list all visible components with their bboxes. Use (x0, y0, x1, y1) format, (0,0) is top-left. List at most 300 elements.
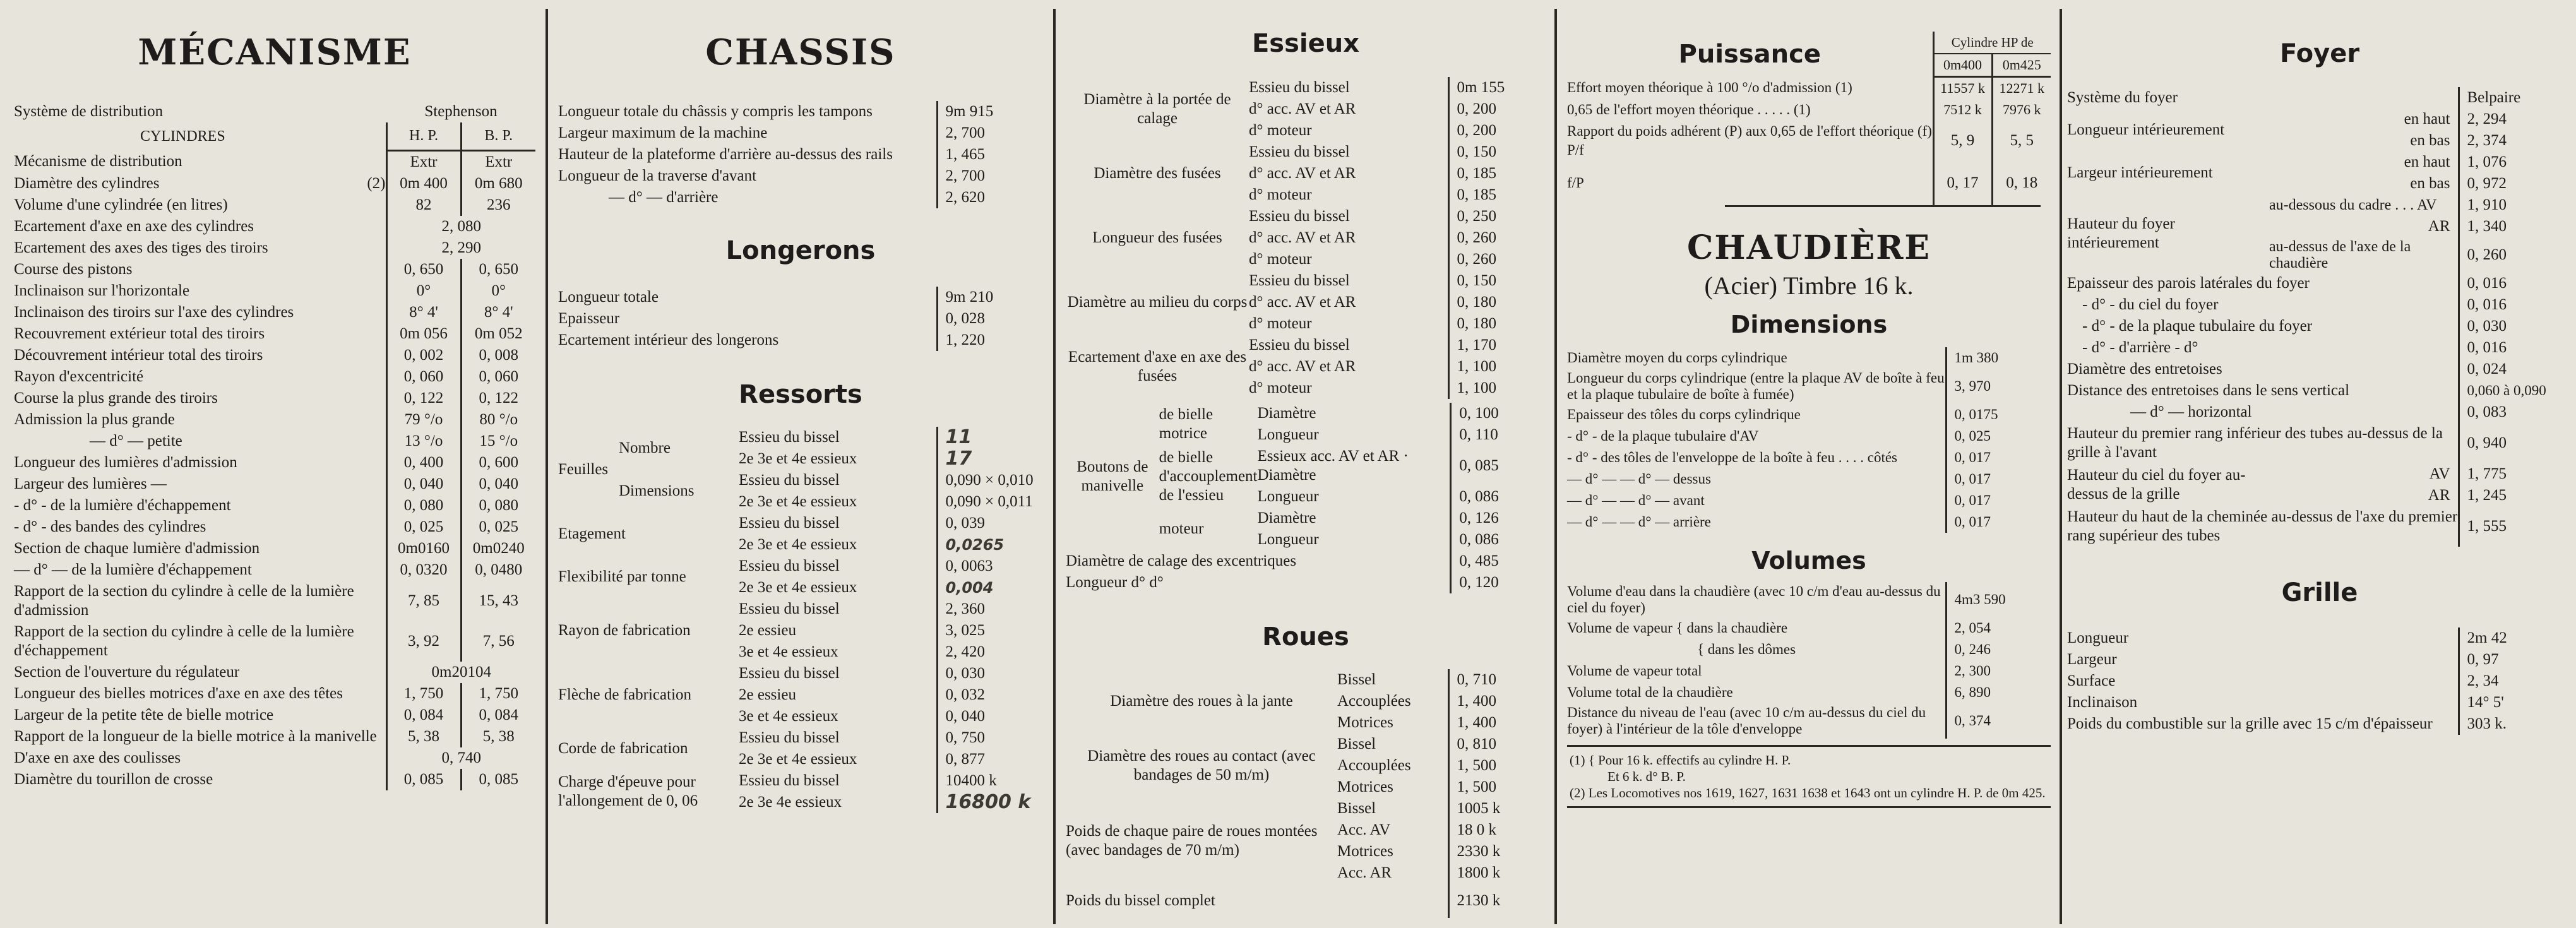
table-row-label: Diamètre à la portée de calage (1083, 91, 1231, 127)
sub-label: Accouplées (1337, 693, 1411, 710)
dimensions-title: Dimensions (1730, 311, 1888, 338)
value-cell: 7512 k (1933, 99, 1992, 121)
value-cell: 0, 97 (2459, 649, 2572, 670)
table-row-label: Rapport de la section du cylindre à celle de la lumière d'échappement (14, 622, 354, 659)
value-cell: 0, 030 (2459, 316, 2572, 337)
hp-value: 7, 85 (386, 581, 461, 621)
roues-table (1066, 669, 1546, 918)
bp-value: 0° (461, 280, 535, 302)
table-row-label: Longueur totale (558, 289, 659, 306)
bp-value: 236 (461, 194, 535, 216)
table-row-label: Poids du combustible sur la grille avec 15 c/m d'épaisseur (2067, 715, 2433, 732)
value-cell: 2, 620 (937, 187, 1043, 208)
value-cell: 0, 086 (1451, 486, 1546, 508)
ressorts-title: Ressorts (739, 380, 862, 409)
table-row-label: Longueur de la traverse d'avant (558, 167, 757, 184)
value-cell: 0, 016 (2459, 273, 2572, 294)
hp-value: 82 (386, 194, 461, 216)
sub-label: 2e 3e et 4e essieux (739, 751, 857, 768)
value-cell: 2, 374 (2459, 130, 2572, 152)
sub-label: Longueur (1257, 488, 1319, 505)
table-row-label: Diamètre des cylindres (14, 174, 160, 192)
value-cell: 12271 k (1992, 77, 2051, 100)
value-cell: 0, 039 (937, 513, 1043, 534)
value-cell: 9m 210 (937, 287, 1043, 308)
value-cell: 0, 030 (937, 663, 1043, 684)
value-cell: 0, 024 (2459, 359, 2572, 380)
table-row-label: f/P (1567, 175, 1584, 191)
value-cell: 2, 700 (937, 165, 1043, 187)
value-cell: 0, 100 (1451, 403, 1546, 424)
table-row-label: - d° - de la plaque tubulaire du foyer (2082, 318, 2313, 335)
sub-label: au-dessous du cadre . . . AV (2269, 197, 2437, 213)
sub-label: 3e et 4e essieux (739, 708, 838, 725)
bielle-accouplement-label: de bielle d'accouplement de l'essieu (1159, 449, 1258, 504)
hp-value: 0, 080 (386, 495, 461, 516)
table-row-label: Longueur intérieurement (2067, 121, 2225, 138)
sub-label: d° moteur (1249, 251, 1312, 268)
hp-value: 0, 084 (386, 705, 461, 726)
table-row-label: 0,65 de l'effort moyen théorique . . . . . (1) (1567, 102, 1811, 117)
chaudiere-column (1567, 6, 2051, 928)
table-row-label: Volume d'eau dans la chaudière (avec 10 c/m d'eau au-dessus du ciel du foyer) (1567, 583, 1941, 616)
bp-value: 1, 750 (461, 683, 535, 705)
value-cell: 1, 775 (2459, 463, 2572, 485)
table-row-label: Poids du bissel complet (1066, 892, 1215, 909)
value-cell: 0,090 × 0,011 (937, 491, 1043, 513)
table-row-label: Diamètre de calage des excentriques (1066, 552, 1297, 569)
value-cell: 0,004 (937, 577, 1043, 598)
table-row-label: Nombre (619, 439, 671, 456)
table-row-label: Hauteur du foyer intérieurement (2067, 215, 2175, 251)
sub-label: Accouplées (1337, 757, 1411, 774)
hp-value: 0, 122 (386, 388, 461, 409)
value-cell: 1, 340 (2459, 216, 2572, 237)
table-row-label: - d° - du ciel du foyer (2082, 296, 2219, 313)
sub-label: Essieu du bissel (1249, 208, 1350, 225)
hp-value: Extr (386, 150, 461, 173)
value-cell: 0, 017 (1946, 511, 2051, 533)
mecanisme-title: MÉCANISME (138, 32, 412, 73)
table-row-label: Rapport de la longueur de la bielle motrice à la manivelle (14, 727, 377, 745)
sub-label: AR (2428, 487, 2450, 504)
hp-value: 0, 002 (386, 345, 461, 366)
value-cell: 0, 200 (1448, 120, 1546, 141)
value-cell: 0, 180 (1448, 313, 1546, 335)
value-cell: 1, 100 (1448, 356, 1546, 378)
sub-label: d° moteur (1249, 379, 1312, 396)
boutons-label: Boutons de manivelle (1076, 458, 1148, 494)
value-cell: 5, 5 (1992, 121, 2051, 161)
sub-label: en bas (2410, 132, 2450, 149)
table-row-label: Ecartement des axes des tiges des tiroirs (14, 239, 268, 256)
bp-value: 7, 56 (461, 621, 535, 662)
table-row-label: Hauteur du haut de la cheminée au-dessus de l'axe du premier rang supérieur des tubes (2067, 508, 2458, 544)
sub-label: AV (2429, 465, 2450, 482)
table-row-label: Hauteur du ciel du foyer au-dessus de la grille (2067, 467, 2246, 503)
bp-value: 0, 025 (461, 516, 535, 538)
hp-value: 0m 400 (386, 173, 461, 194)
span-value: 2, 080 (386, 216, 535, 237)
foyer-table (2067, 87, 2572, 547)
essieux-column (1066, 6, 1546, 928)
table-row-label: Diamètre des roues au contact (avec bandages de 50 m/m) (1087, 747, 1316, 783)
span-value: 0, 740 (386, 747, 535, 769)
sub-label: Bissel (1337, 671, 1376, 688)
sub-label: 2e 3e et 4e essieux (739, 450, 857, 467)
sub-label: Essieux acc. AV et AR (1257, 448, 1400, 465)
bp-value: Extr (461, 150, 535, 173)
value-cell: 10400 k (937, 770, 1043, 792)
bp-value: 80 °/o (461, 409, 535, 431)
cylindre-hp-header: Cylindre HP de (1933, 32, 2051, 54)
column-divider (1554, 9, 1557, 924)
sub-label: Essieu du bissel (1249, 336, 1350, 354)
sub-label: Essieu du bissel (1249, 272, 1350, 289)
table-row-label: Section de l'ouverture du régulateur (14, 663, 240, 681)
table-row-label: Inclinaison (2067, 694, 2138, 711)
table-row-label: Distance du niveau de l'eau (avec 10 c/m au-dessus du ciel du foyer) à l'intérieur de la tôle d'enveloppe (1567, 705, 1926, 737)
sub-label: Essieu du bissel (739, 600, 840, 617)
value-cell: 0, 120 (1451, 572, 1546, 593)
dimensions-table (1567, 347, 2051, 533)
bp-value: 0, 122 (461, 388, 535, 409)
value-cell: 2, 054 (1946, 617, 2051, 639)
cyl-425-header: 0m425 (1992, 54, 2051, 77)
hp-value: 13 °/o (386, 431, 461, 452)
value-cell: 11557 k (1933, 77, 1992, 100)
value-cell: 2, 294 (2459, 109, 2572, 130)
table-row-label: Section de chaque lumière d'admission (14, 539, 260, 557)
table-row-label: Largeur des lumières — (14, 475, 167, 492)
value-cell: 0m 155 (1448, 77, 1546, 98)
value-cell: 18 0 k (1448, 819, 1546, 841)
value-cell: 2, 700 (937, 122, 1043, 144)
sub-label: en haut (2404, 110, 2450, 128)
column-divider (546, 9, 548, 924)
table-row-label: Longueur totale du châssis y compris les tampons (558, 103, 873, 120)
value-cell: 1, 076 (2459, 152, 2572, 173)
bp-value: 0m 052 (461, 323, 535, 345)
sub-label: Longueur (1257, 426, 1319, 443)
table-row-label: Largeur de la petite tête de bielle motrice (14, 706, 274, 723)
table-row-label: Epaisseur des parois latérales du foyer (2067, 275, 2310, 292)
sub-label: Diamètre (1257, 405, 1316, 422)
sub-label: d° acc. AV et AR (1249, 294, 1356, 311)
systeme-value: Stephenson (424, 103, 498, 120)
value-cell: 2330 k (1448, 841, 1546, 862)
table-row-label: Inclinaison sur l'horizontale (14, 282, 190, 299)
sub-label: d° moteur (1249, 186, 1312, 203)
value-cell: 0, 940 (2459, 423, 2572, 463)
value-cell: 0, 040 (937, 706, 1043, 727)
sub-label: d° moteur (1249, 315, 1312, 332)
table-row-label: Hauteur du premier rang inférieur des tubes au-dessus de la grille à l'avant (2067, 425, 2443, 461)
value-cell: 0, 17 (1933, 161, 1992, 205)
moteur-label: moteur (1159, 520, 1204, 537)
bp-value: 15, 43 (461, 581, 535, 621)
hp-value: 0° (386, 280, 461, 302)
hp-value: 3, 92 (386, 621, 461, 662)
bielle-motrice-label: de bielle motrice (1159, 406, 1213, 442)
hp-value: 0, 040 (386, 473, 461, 495)
longerons-title: Longerons (725, 236, 876, 265)
value-cell: 0, 017 (1946, 468, 2051, 490)
sub-label: en bas (2410, 175, 2450, 192)
value-cell: 303 k. (2459, 713, 2572, 735)
value-cell: 1, 400 (1448, 691, 1546, 712)
table-row-label: Rapport du poids adhérent (P) aux 0,65 de l'effort théorique (f) P/f (1567, 123, 1932, 158)
value-cell: 0, 016 (2459, 294, 2572, 316)
value-cell: 6, 890 (1946, 682, 2051, 703)
table-row-label: Largeur maximum de la machine (558, 124, 768, 141)
sub-label: Diamètre (1257, 467, 1316, 484)
ressorts-table (558, 427, 1043, 813)
table-row-label: Recouvrement extérieur total des tiroirs (14, 324, 265, 342)
bp-value: 0, 0480 (461, 559, 535, 581)
systeme-label: Système de distribution (14, 103, 164, 120)
bp-value: 0, 650 (461, 259, 535, 280)
value-cell: 2, 34 (2459, 670, 2572, 692)
column-divider (2060, 9, 2062, 924)
hp-value: 8° 4' (386, 302, 461, 323)
chassis-table (558, 101, 1043, 208)
boutons-table: Boutons de manivelle de bielle motrice Diamètre 0, 100 Longueur 0, 110 de bielle d'accouplement de l'essieu Essieux acc. AV et AR · Diamètre 0, 085 Longueur 0, 086 moteur Diamètre 0, 126 Longueur 0, 086 Diamètre de calage des excentriques 0, 485 Longueur d° d° 0, 120 (1066, 403, 1546, 593)
sub-label: 2e 3e et 4e essieux (739, 536, 857, 553)
value-cell: 0, 150 (1448, 141, 1546, 163)
value-cell: 4m3 590 (1946, 582, 2051, 617)
table-row-label: - d° - de la plaque tubulaire d'AV (1567, 428, 1759, 444)
table-row-label: Etagement (558, 525, 626, 542)
table-row-label: Largeur (2067, 651, 2117, 668)
table-row-label: Diamètre au milieu du corps (1067, 294, 1248, 311)
hp-value: 0, 650 (386, 259, 461, 280)
footnote-ref: (2) (367, 174, 386, 192)
hp-value: 79 °/o (386, 409, 461, 431)
table-row-label: Inclinaison des tiroirs sur l'axe des cylindres (14, 303, 294, 321)
sub-label: Bissel (1337, 800, 1376, 817)
sub-label: d° moteur (1249, 122, 1312, 139)
hp-value: 0, 025 (386, 516, 461, 538)
cyl-400-header: 0m400 (1933, 54, 1992, 77)
sub-label: au-dessus de l'axe de la chaudière (2269, 239, 2411, 271)
value-cell: 0, 260 (1448, 227, 1546, 249)
essieux-table (1066, 77, 1546, 399)
table-row-label: Surface (2067, 672, 2116, 689)
table-row-label: - d° - des tôles de l'enveloppe de la boîte à feu . . . . côtés (1567, 449, 1898, 465)
sub-label: Essieu du bissel (739, 429, 840, 446)
sub-label: Essieu du bissel (739, 729, 840, 746)
table-row-label: Epaisseur des tôles du corps cylindrique (1567, 407, 1801, 422)
value-cell: 0, 260 (2459, 237, 2572, 273)
value-cell: 3, 970 (1946, 369, 2051, 404)
table-row-label: Distance des entretoises dans le sens vertical (2067, 382, 2350, 399)
value-cell: 0, 877 (937, 749, 1043, 770)
mecanisme-column (14, 6, 535, 928)
bp-value: 0, 080 (461, 495, 535, 516)
table-row-label: Diamètre des roues à la jante (1110, 693, 1293, 710)
value-cell: 0, 246 (1946, 639, 2051, 660)
span-value: 2, 290 (386, 237, 535, 259)
roues-title: Roues (1262, 622, 1349, 651)
feuilles-label: Feuilles (558, 461, 609, 478)
table-row-label: — d° — — d° — dessus (1567, 471, 1711, 487)
value-cell: 11 (937, 427, 1043, 448)
value-cell: 0, 485 (1451, 550, 1546, 572)
value-cell: 0, 028 (937, 308, 1043, 330)
sub-label: Bissel (1337, 735, 1376, 753)
table-row-label: Hauteur de la plateforme d'arrière au-dessus des rails (558, 146, 893, 163)
value-cell: 0, 032 (937, 684, 1043, 706)
value-cell: 1800 k (1448, 862, 1546, 884)
sub-label: d° acc. AV et AR (1249, 229, 1356, 246)
sub-label: d° acc. AV et AR (1249, 100, 1356, 117)
value-cell: 0, 374 (1946, 703, 2051, 739)
value-cell: 1m 380 (1946, 347, 2051, 369)
value-cell: 0, 126 (1451, 508, 1546, 529)
value-cell: 0, 185 (1448, 184, 1546, 206)
value-cell: 0, 810 (1448, 734, 1546, 755)
hp-value: 1, 750 (386, 683, 461, 705)
table-row-label: Ecartement d'axe en axe des fusées (1068, 348, 1247, 384)
table-row-label: Largeur intérieurement (2067, 164, 2213, 181)
table-row-label: Mécanisme de distribution (14, 152, 182, 170)
value-cell: 0, 18 (1992, 161, 2051, 205)
table-row-label: — d° — petite (90, 432, 182, 449)
value-cell: 7976 k (1992, 99, 2051, 121)
sub-label: 2e essieu (739, 686, 796, 703)
value-cell: 0, 025 (1946, 425, 2051, 447)
hp-header: H. P. (386, 122, 461, 150)
value-cell: 0,0265 (937, 534, 1043, 556)
table-row-label: Longueur du corps cylindrique (entre la plaque AV de boîte à feu et la plaque tubulaire de boîte à fumée) (1567, 370, 1945, 402)
sub-label: Longueur (1257, 531, 1319, 548)
table-row-label: Epaisseur (558, 310, 620, 327)
sub-label: Essieu du bissel (739, 515, 840, 532)
sub-label: 2e essieu (739, 622, 796, 639)
sub-label: Essieu du bissel (1249, 79, 1350, 96)
table-row-label: - d° - d'arrière - d° (2082, 339, 2198, 356)
volumes-title: Volumes (1751, 547, 1866, 574)
value-cell: 0, 710 (1448, 669, 1546, 691)
sub-label: Motrices (1337, 714, 1393, 731)
table-row-label: Diamètre du tourillon de crosse (14, 770, 213, 788)
value-cell: 0, 200 (1448, 98, 1546, 120)
hp-value: 5, 38 (386, 726, 461, 747)
table-row-label: Longueur des bielles motrices d'axe en axe des têtes (14, 684, 343, 702)
value-cell: 1, 555 (2459, 506, 2572, 547)
table-row-label: — d° — horizontal (2130, 403, 2252, 420)
table-row-label: { dans les dômes (1697, 641, 1796, 657)
value-cell: 0, 750 (937, 727, 1043, 749)
table-row-label: — d° — — d° — avant (1567, 492, 1705, 508)
span-value: 0m20104 (386, 662, 535, 683)
value-cell: 1, 500 (1448, 776, 1546, 798)
hp-value: 0, 400 (386, 452, 461, 473)
table-row-label: Ecartement intérieur des longerons (558, 331, 779, 348)
value-cell: Belpaire (2459, 87, 2572, 109)
value-cell: 2, 420 (937, 641, 1043, 663)
value-cell: 0, 083 (2459, 402, 2572, 423)
value-cell: 0, 0175 (1946, 404, 2051, 425)
table-row-label: Rayon d'excentricité (14, 367, 144, 385)
chassis-title: CHASSIS (705, 32, 896, 73)
sub-label: Essieu du bissel (739, 772, 840, 789)
footnote-2: (2) Les Locomotives nos 1619, 1627, 1631 1638 et 1643 ont un cylindre H. P. de 0m 425. (1570, 785, 2046, 800)
bp-value: 0, 084 (461, 705, 535, 726)
bp-value: 0m 680 (461, 173, 535, 194)
footnotes (1567, 745, 2051, 808)
table-row-label: Rayon de fabrication (558, 622, 691, 639)
sub-label: 2e 3e et 4e essieux (739, 493, 857, 510)
chaudiere-title: CHAUDIÈRE (1686, 229, 1931, 267)
longerons-table (558, 287, 1043, 351)
table-row-label: Admission la plus grande (14, 410, 175, 428)
foyer-title: Foyer (2279, 39, 2360, 68)
value-cell: 0, 260 (1448, 249, 1546, 270)
value-cell: 17 (937, 448, 1043, 470)
sub-label: Essieu du bissel (1249, 143, 1350, 160)
table-row-label: Longueur des fusées (1092, 229, 1222, 246)
hp-value: 0, 085 (386, 769, 461, 790)
sub-label: Motrices (1337, 778, 1393, 795)
bp-value: 0, 600 (461, 452, 535, 473)
bp-value: 0, 060 (461, 366, 535, 388)
value-cell: 9m 915 (937, 101, 1043, 122)
table-row-label: D'axe en axe des coulisses (14, 749, 181, 766)
table-row-label: Volume d'une cylindrée (en litres) (14, 196, 228, 213)
value-cell: 1, 170 (1448, 335, 1546, 356)
table-row-label: Diamètre moyen du corps cylindrique (1567, 350, 1787, 366)
table-row-label: Flexibilité par tonne (558, 568, 686, 585)
table-row-label: Ecartement d'axe en axe des cylindres (14, 217, 254, 235)
footnote-1b: Et 6 k. d° B. P. (1607, 769, 1686, 784)
value-cell: 5, 9 (1933, 121, 1992, 161)
sub-label: Essieu du bissel (739, 557, 840, 574)
value-cell: 1, 220 (937, 330, 1043, 351)
mecanisme-table (14, 101, 535, 790)
table-row-label: Volume de vapeur { dans la chaudière (1567, 620, 1788, 636)
table-row-label: Course la plus grande des tiroirs (14, 389, 218, 407)
table-row-label: Flèche de fabrication (558, 686, 692, 703)
table-row-label: Diamètre des fusées (1094, 165, 1221, 182)
sub-label: d° acc. AV et AR (1249, 358, 1356, 375)
puissance-table (1567, 32, 2051, 205)
value-cell: 16800 k (937, 792, 1043, 813)
value-cell: 0, 086 (1451, 529, 1546, 550)
value-cell: 1, 245 (2459, 485, 2572, 506)
value-cell: 2m 42 (2459, 628, 2572, 649)
table-row-label: Corde de fabrication (558, 740, 688, 757)
sub-label: en haut (2404, 153, 2450, 170)
grille-table (2067, 628, 2572, 735)
bp-value: 0, 008 (461, 345, 535, 366)
value-cell: 0, 085 (1451, 446, 1546, 486)
chassis-column (558, 6, 1043, 928)
value-cell: 0, 250 (1448, 206, 1546, 227)
sub-label: Essieu du bissel (739, 665, 840, 682)
table-row-label: Diamètre des entretoises (2067, 360, 2222, 378)
bp-value: 0, 085 (461, 769, 535, 790)
hp-value: 0m0160 (386, 538, 461, 559)
hp-value: 0, 0320 (386, 559, 461, 581)
hp-value: 0m 056 (386, 323, 461, 345)
table-row-label: — d° — de la lumière d'échappement (14, 561, 252, 578)
value-cell: 0, 150 (1448, 270, 1546, 292)
value-cell: 1, 400 (1448, 712, 1546, 734)
essieux-title: Essieux (1251, 29, 1360, 58)
value-cell: 1, 910 (2459, 194, 2572, 216)
